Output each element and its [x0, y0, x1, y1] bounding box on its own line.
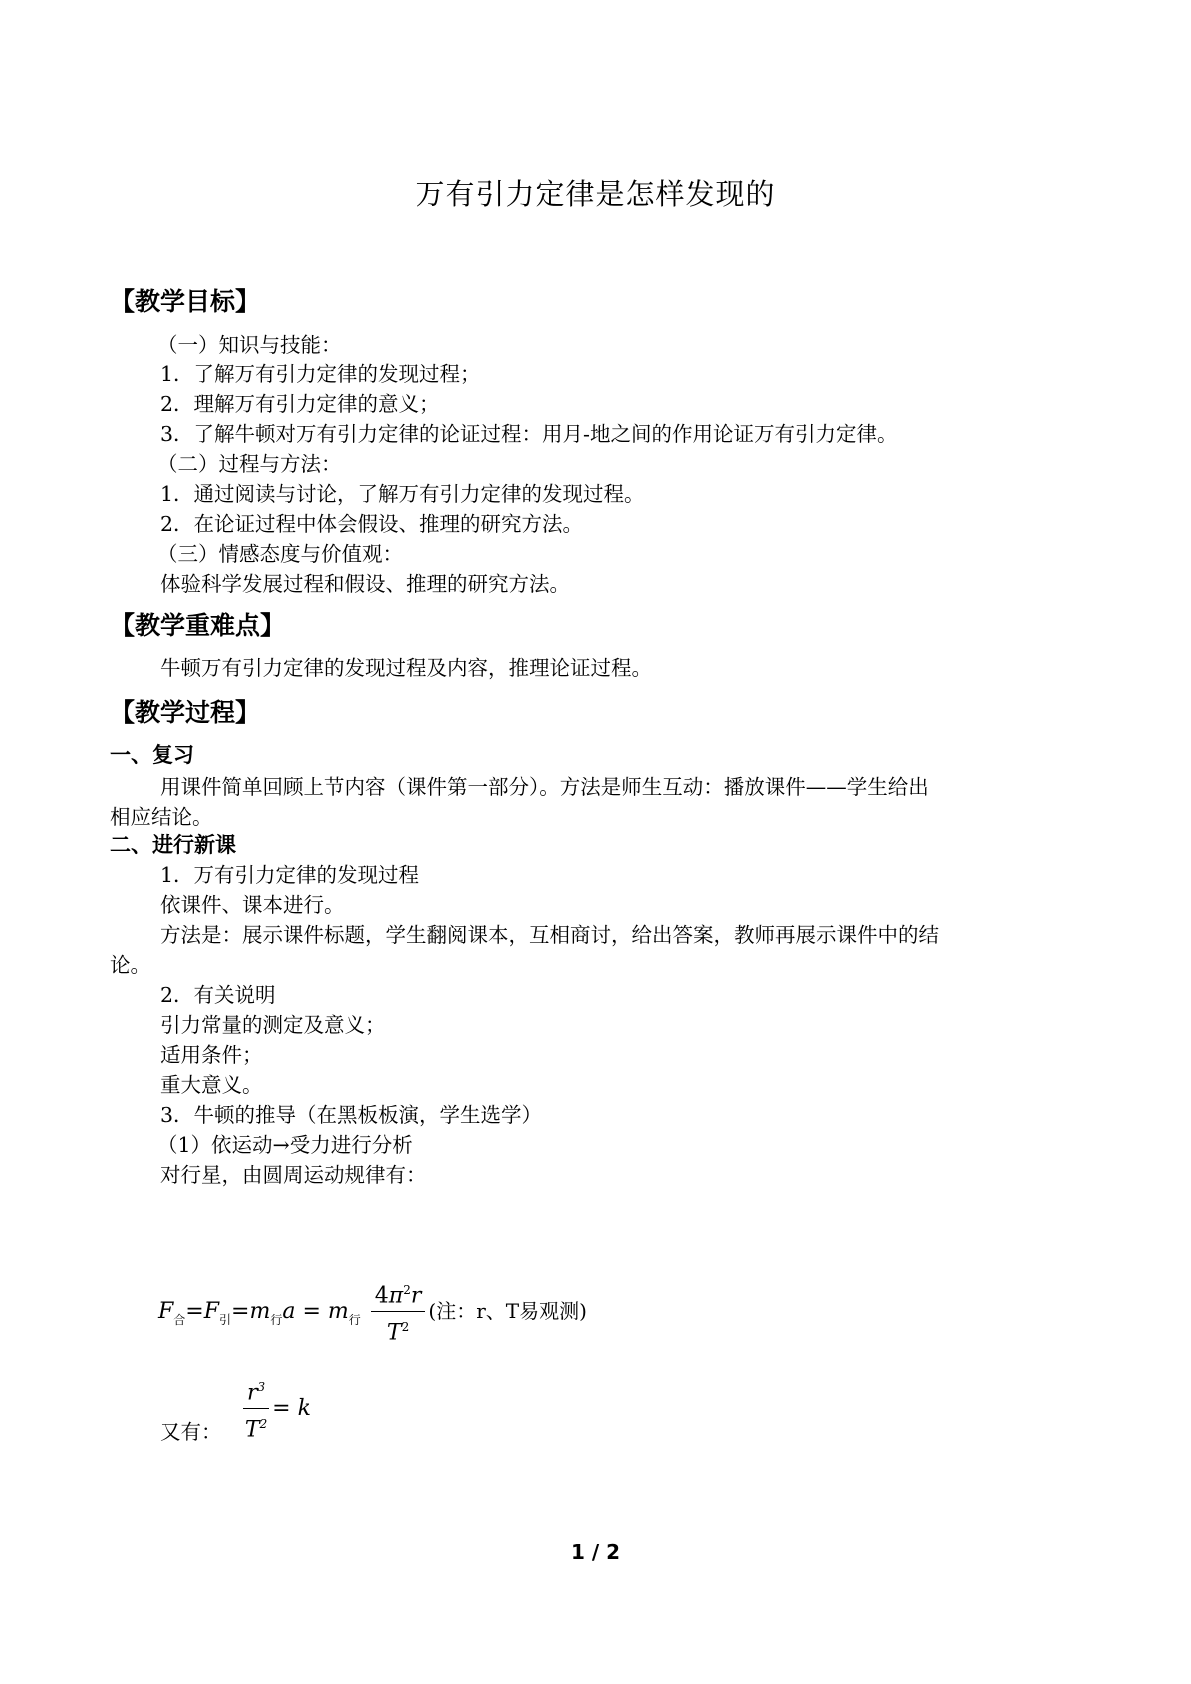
keypoints-text: 牛顿万有引力定律的发现过程及内容，推理论证过程。 [160, 656, 652, 680]
formula-note: (注：r、T易观测) [428, 1298, 587, 1323]
subsection-review: 一、复习 [110, 743, 194, 767]
paragraph-line: 依课件、课本进行。 [160, 893, 345, 917]
paragraph-line: 用课件简单回顾上节内容（课件第一部分）。方法是师生互动：播放课件——学生给出 [160, 775, 929, 799]
paragraph-line: 重大意义。 [160, 1073, 263, 1097]
paragraph-line: 适用条件； [160, 1043, 263, 1067]
formula-kepler-third: $\frac{r^3}{T^2}$ = k [240, 1372, 311, 1446]
paragraph-line: 方法是：展示课件标题，学生翻阅课本，互相商讨，给出答案，教师再展示课件中的结 [160, 923, 939, 947]
page-number: 1 / 2 [570, 1540, 621, 1564]
step-heading: 2．有关说明 [160, 983, 276, 1007]
paragraph-line: （1）依运动→受力进行分析 [157, 1133, 413, 1157]
section-heading-process: 【教学过程】 [110, 698, 261, 727]
paragraph-line: 论。 [110, 953, 151, 977]
goal-category: （二）过程与方法： [157, 452, 342, 476]
section-heading-goals: 【教学目标】 [110, 287, 261, 316]
paragraph-line: 引力常量的测定及意义； [160, 1013, 386, 1037]
goal-item: 1．了解万有引力定律的发现过程； [160, 362, 481, 386]
paragraph-line: 又有： [160, 1420, 222, 1444]
page-title: 万有引力定律是怎样发现的 [415, 177, 776, 211]
goal-item: 3．了解牛顿对万有引力定律的论证过程：用月-地之间的作用论证万有引力定律。 [160, 422, 898, 446]
goal-item: 体验科学发展过程和假设、推理的研究方法。 [160, 572, 570, 596]
subsection-new-lesson: 二、进行新课 [110, 833, 236, 857]
goal-item: 1．通过阅读与讨论，了解万有引力定律的发现过程。 [160, 482, 645, 506]
goal-category: （一）知识与技能： [157, 333, 342, 357]
goal-category: （三）情感态度与价值观： [157, 542, 403, 566]
section-heading-keypoints: 【教学重难点】 [110, 611, 286, 640]
paragraph-line: 相应结论。 [110, 805, 213, 829]
step-heading: 1．万有引力定律的发现过程 [160, 863, 420, 887]
step-heading: 3．牛顿的推导（在黑板板演，学生选学） [160, 1103, 543, 1127]
goal-item: 2．理解万有引力定律的意义； [160, 392, 440, 416]
formula-gravity-force: $F_合=F_引=m_行a = m_行$ $\frac{4\pi^2r}{T^2}$ (注：r、T易观测) [158, 1275, 587, 1349]
goal-item: 2．在论证过程中体会假设、推理的研究方法。 [160, 512, 584, 536]
paragraph-line: 对行星，由圆周运动规律有： [160, 1163, 427, 1187]
